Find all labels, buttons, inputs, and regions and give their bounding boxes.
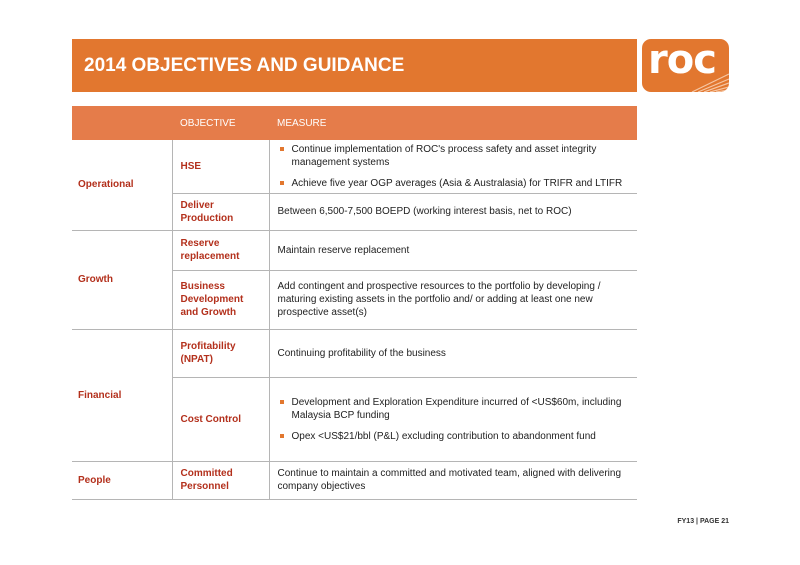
measure-cell: Maintain reserve replacement: [269, 230, 637, 270]
objective-line: and Growth: [180, 307, 237, 318]
table-row: [72, 140, 637, 193]
objective-line: Development: [180, 294, 244, 305]
measure-bullet: Development and Exploration Expenditure incurred of <US$60m, including Malaysia BCP funding: [278, 396, 632, 422]
header-blank-cell: [72, 106, 172, 140]
title-bar: [72, 39, 637, 92]
category-people: People: [72, 461, 172, 499]
table-row: [72, 329, 637, 377]
objective-profitability: [172, 329, 269, 377]
category-growth: Growth: [72, 230, 172, 329]
objectives-table: [72, 106, 637, 500]
category-operational: Operational: [72, 140, 172, 230]
objective-line: Business: [180, 281, 225, 292]
objective-committed-personnel: [172, 461, 269, 499]
objective-hse: HSE: [172, 140, 269, 193]
measure-cell: Continuing profitability of the business: [269, 329, 637, 377]
measure-bullet: Opex <US$21/bbl (P&L) excluding contribution to abandonment fund: [278, 430, 632, 443]
header-objective: OBJECTIVE: [172, 106, 269, 140]
header-measure: MEASURE: [269, 106, 637, 140]
objective-line: Deliver: [180, 199, 214, 211]
objective-reserve-replacement: [172, 230, 269, 270]
table-header-row: [72, 106, 637, 140]
measure-cell: Add contingent and prospective resources to the portfolio by developing / maturing existing assets in the portfolio and/ or adding at least one new prospective asset(s): [269, 270, 637, 329]
measure-cell: Continue to maintain a committed and motivated team, aligned with delivering company objectives: [269, 461, 637, 499]
roc-logo: [642, 39, 729, 92]
logo-rays-icon: [642, 39, 729, 92]
objective-line: Profitability: [180, 341, 236, 352]
measure-bullet: Achieve five year OGP averages (Asia & Australasia) for TRIFR and LTIFR: [278, 177, 632, 190]
objective-line: Committed: [180, 468, 233, 479]
measure-cell: [269, 377, 637, 461]
category-financial: Financial: [72, 329, 172, 461]
objective-line: Reserve: [180, 238, 220, 249]
logo-text: roc: [648, 39, 716, 83]
measure-cell: [269, 140, 637, 193]
table-row: [72, 461, 637, 499]
objective-business-development: [172, 270, 269, 329]
measure-bullet: Continue implementation of ROC's process safety and asset integrity management systems: [278, 143, 632, 169]
objective-line: (NPAT): [180, 354, 213, 365]
objective-line: replacement: [180, 251, 240, 262]
objective-cost-control: Cost Control: [172, 377, 269, 461]
measure-cell: Between 6,500-7,500 BOEPD (working interest basis, net to ROC): [269, 193, 637, 230]
page-number: FY13 | PAGE 21: [677, 518, 729, 525]
table-row: [72, 230, 637, 270]
objective-deliver-production: [172, 193, 269, 230]
objective-line: Production: [180, 212, 234, 224]
objective-line: Personnel: [180, 481, 229, 492]
page-title: 2014 OBJECTIVES AND GUIDANCE: [84, 54, 405, 76]
